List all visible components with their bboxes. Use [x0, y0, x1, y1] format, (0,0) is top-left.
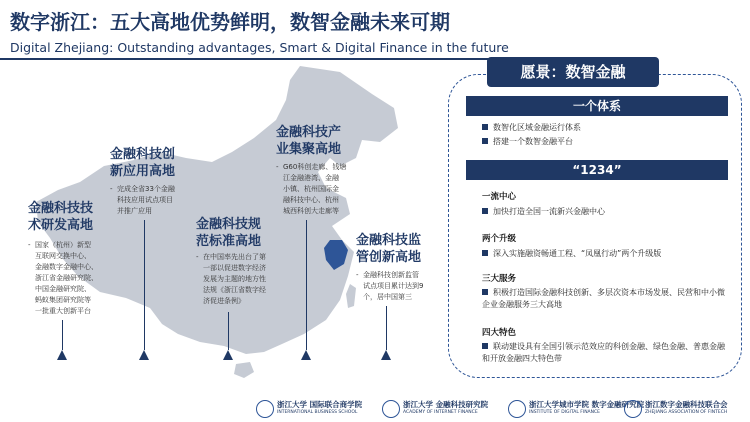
- highland-regulation-title: 金融科技监 管创新高地: [356, 233, 422, 265]
- association-seal-icon: [624, 400, 642, 418]
- plan-group-item: 积极打造国际金融科技创新、多层次资本市场发展、民营和中小微企业金融服务三大高地: [482, 288, 725, 309]
- hainan-island: [234, 362, 254, 378]
- title-divider: [0, 58, 500, 60]
- square-bullet-icon: [482, 138, 488, 144]
- system-header: 一个体系: [466, 96, 728, 116]
- location-marker-icon: [301, 350, 311, 360]
- page-subtitle: Digital Zhejiang: Outstanding advantages, Smart & Digital Finance in the future: [10, 40, 509, 55]
- highland-cluster-title: 金融科技产 业集聚高地: [276, 125, 342, 157]
- system-item: 数智化区域金融运行体系: [482, 122, 581, 133]
- square-bullet-icon: [482, 250, 488, 256]
- marker-line: [62, 320, 63, 350]
- vision-title: 愿景：数智金融: [487, 57, 659, 87]
- highland-cluster-desc: - G60科创走廊、钱塘 江金融港湾、金融 小镇、杭州国际金 融科技中心、杭州 城西科创大走廊等: [276, 163, 347, 215]
- location-marker-icon: [381, 350, 391, 360]
- system-item: 搭建一个数智金融平台: [482, 136, 573, 147]
- page-title: 数字浙江：五大高地优势鲜明，数智金融未来可期: [10, 10, 450, 34]
- plan-group-head: 三大服务: [482, 274, 517, 284]
- highland-standard-desc: - 在中国率先出台了第 一部以促进数字经济 发展为主题的地方性 法规《浙江省数字经 济促进条例》: [196, 253, 266, 305]
- plan-group-item: 深入实施融资畅通工程、“凤凰行动”两个升级版: [482, 248, 661, 259]
- marker-line: [144, 220, 145, 350]
- marker-line: [386, 306, 387, 350]
- highland-application-desc: - 完成全省33个金融 科技应用试点项目 并推广应用: [110, 185, 175, 215]
- highland-standard-title: 金融科技规 范标准高地: [196, 217, 262, 249]
- university-seal-icon: [256, 400, 274, 418]
- logo-academy-internet-finance: 浙江大学 金融科技研究院 ACADEMY OF INTERNET FINANCE: [382, 398, 488, 420]
- square-bullet-icon: [482, 343, 488, 349]
- plan-group-item: 加快打造全国一流新兴金融中心: [482, 206, 605, 217]
- plan-group-item: 联动建设具有全国引领示范效应的科创金融、绿色金融、普惠金融和开放金融四大特色带: [482, 342, 725, 363]
- plan-header: “1234”: [466, 160, 728, 180]
- highland-rnd-title: 金融科技技 术研发高地: [28, 201, 94, 233]
- logo-international-business-school: 浙江大学 国际联合商学院 INTERNATIONAL BUSINESS SCHOOL: [256, 398, 362, 420]
- square-bullet-icon: [482, 124, 488, 130]
- taiwan-island: [346, 284, 356, 308]
- marker-line: [306, 220, 307, 350]
- location-marker-icon: [223, 350, 233, 360]
- square-bullet-icon: [482, 208, 488, 214]
- square-bullet-icon: [482, 289, 488, 295]
- highland-application-title: 金融科技创 新应用高地: [110, 147, 176, 179]
- university-seal-icon: [382, 400, 400, 418]
- logo-institute-digital-finance: 浙江大学城市学院 数字金融研究院 INSTITUTE OF DIGITAL FINANCE: [508, 398, 644, 420]
- plan-group-head: 四大特色: [482, 328, 517, 338]
- highland-rnd-desc: - 国家（杭州）新型 互联网交换中心、 金融数字金融中心、 浙江省金融研究院、 中国金融研究院、 蚂蚁集团研究院等 一批重大创新平台: [28, 241, 98, 315]
- logo-zhejiang-fintech-association: 浙江数字金融科技联合会 ZHEJIANG ASSOCIATION OF FINTECH: [624, 398, 728, 420]
- location-marker-icon: [57, 350, 67, 360]
- highland-regulation-desc: - 金融科技创新监管 试点项目累计达到9 个，居中国第三: [356, 271, 424, 301]
- university-seal-icon: [508, 400, 526, 418]
- location-marker-icon: [139, 350, 149, 360]
- marker-line: [228, 312, 229, 350]
- plan-group-head: 两个升级: [482, 234, 517, 244]
- plan-group-head: 一流中心: [482, 192, 517, 202]
